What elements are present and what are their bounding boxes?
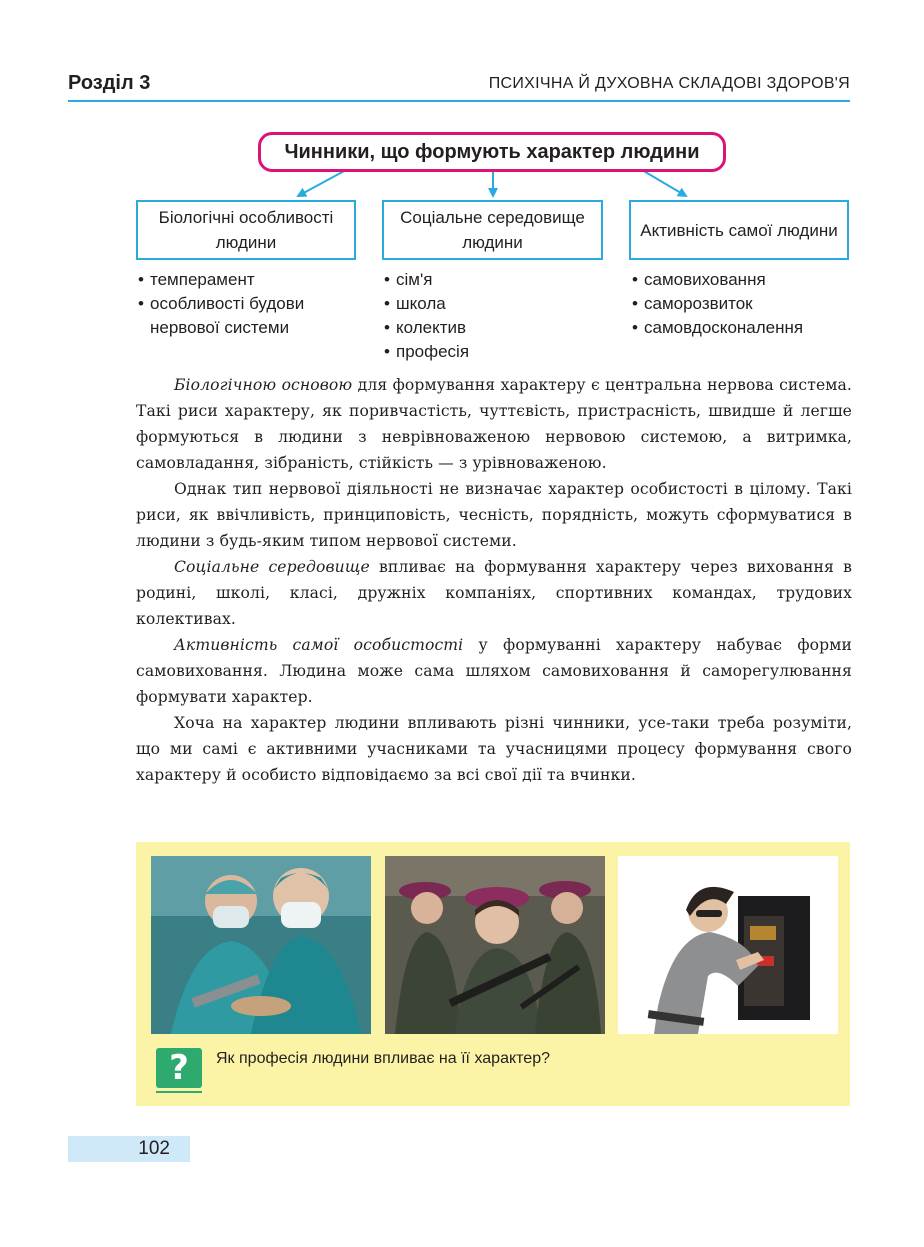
list-item: • саморозвиток xyxy=(632,292,852,316)
paragraph-text: у формуванні характеру набуває форми самовиховання. Людина може сама шляхом самовиховання й саморегулювання формувати характер. xyxy=(136,636,852,706)
emphasis: Активність самої особистості xyxy=(174,636,464,654)
factor-box-biological: Біологічні особливості людини xyxy=(136,200,356,260)
list-item: • темперамент xyxy=(138,268,358,292)
emphasis: Соціальне середовище xyxy=(174,558,370,576)
list-item: • колектив xyxy=(384,316,604,340)
list-item: • школа xyxy=(384,292,604,316)
diagram-root-box: Чинники, що формують характер людини xyxy=(258,132,726,172)
paragraph xyxy=(136,554,852,632)
surgeons-photo xyxy=(151,856,371,1034)
page-header xyxy=(68,70,850,102)
soldiers-photo xyxy=(385,856,605,1034)
page-number-badge xyxy=(68,1136,190,1162)
paragraph-text: впливає на формування характеру через виховання в родині, школі, класі, дружніх компаніях, спортивних командах, трудових колективах. xyxy=(136,558,852,628)
computer-technician-photo xyxy=(618,856,838,1034)
list-item: • сім'я xyxy=(384,268,604,292)
factor-box-social: Соціальне середовище людини xyxy=(382,200,603,260)
question-text: Як професія людини впливає на її характер? xyxy=(216,1050,550,1067)
list-item: • професія xyxy=(384,340,604,364)
section-label: Розділ 3 xyxy=(68,72,151,94)
body-text xyxy=(136,372,852,788)
paragraph xyxy=(136,372,852,476)
factors-diagram xyxy=(136,128,852,368)
image-panel xyxy=(136,842,850,1106)
list-item: • особливості будови нервової системи xyxy=(138,292,358,340)
emphasis: Біологічною основою xyxy=(174,376,353,394)
list-item: • самовдосконалення xyxy=(632,316,852,340)
question-mark-icon: ? xyxy=(156,1048,202,1088)
paragraph-text: для формування характеру є центральна нервова система. Такі риси характеру, як поривчастість, чуттєвість, пристрасність, швидше й легше формуються в людини з неврівноваженою нервовою системою, а витримка, самовладання, зібраність, стійкість — з урівноваженою. xyxy=(136,376,852,472)
paragraph: Однак тип нервової діяльності не визначає характер особистості в цілому. Такі риси, як ввічливість, принциповість, чесність, порядність, можуть сформуватися в людини з будь-яким типом нервової системи. xyxy=(136,480,852,550)
paragraph: Хоча на характер людини впливають різні чинники, усе-таки треба розуміти, що ми самі є активними учасниками та учасницями процесу формування свого характеру й особисто відповідаємо за всі свої дії та вчинки. xyxy=(136,714,852,784)
page-number: 102 xyxy=(138,1138,170,1159)
factor-list-activity xyxy=(632,268,852,340)
paragraph xyxy=(136,632,852,710)
factor-box-activity: Активність самої людини xyxy=(629,200,849,260)
factor-list-biological xyxy=(138,268,358,340)
factor-list-social xyxy=(384,268,604,364)
chapter-title: ПСИХІЧНА Й ДУХОВНА СКЛАДОВІ ЗДОРОВ'Я xyxy=(488,75,850,92)
list-item: • самовиховання xyxy=(632,268,852,292)
